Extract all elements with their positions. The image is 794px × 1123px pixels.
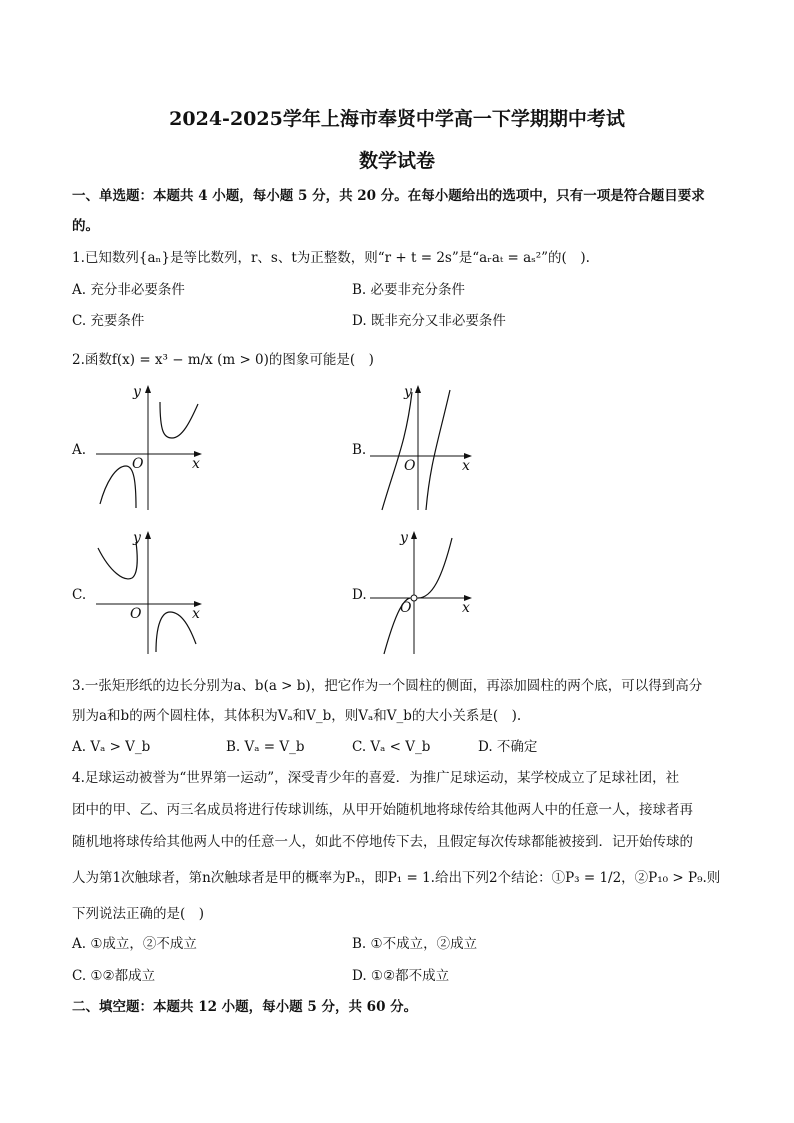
q3-option-c: C. Vₐ < V_b: [352, 739, 431, 755]
q2-graph-c: [88, 528, 208, 658]
q3-option-b: B. Vₐ = V_b: [226, 739, 305, 755]
q4-stem-cont-4: 下列说法正确的是( ): [72, 906, 205, 922]
q4-stem-cont-1: 团中的甲、乙、丙三名成员将进行传球训练，从甲开始随机地将球传给其他两人中的任意一人，接球者再: [72, 802, 693, 818]
q4-option-d: D. ①②都不成立: [352, 968, 450, 984]
q4-option-a: A. ①成立，②不成立: [72, 936, 197, 952]
q2-option-a-label: A.: [72, 442, 87, 458]
q2-graph-c-origin: O: [130, 606, 142, 622]
q2-graph-b-y-label: y: [404, 384, 412, 400]
q3-option-a: A. Vₐ > V_b: [72, 739, 151, 755]
q2-graph-a-origin: O: [132, 456, 144, 472]
exam-title: 2024-2025学年上海市奉贤中学高一下学期期中考试: [169, 108, 625, 130]
q2-graph-c-y-label: y: [133, 530, 141, 546]
q2-stem: 2.函数f(x) = x³ − m/x (m > 0)的图象可能是( ): [72, 352, 374, 368]
q2-graph-c-x-label: x: [192, 606, 200, 622]
q2-graph-d-y-label: y: [400, 530, 408, 546]
q2-graph-b-origin: O: [404, 458, 416, 474]
section1-heading: 一、单选题：本题共 4 小题，每小题 5 分，共 20 分。在每小题给出的选项中，只有一项是符合题目要求: [72, 188, 705, 204]
exam-subtitle: 数学试卷: [358, 150, 435, 172]
q1-option-b: B. 必要非充分条件: [352, 282, 466, 298]
q2-option-d-label: D.: [352, 587, 367, 603]
q3-stem-cont: 别为a和b的两个圆柱体，其体积为Vₐ和V_b，则Vₐ和V_b的大小关系是( ).: [72, 708, 522, 724]
q4-stem-cont-3: 人为第1次触球者，第n次触球者是甲的概率为Pₙ，即P₁ = 1.给出下列2个结论：①P₃ = 1/2，②P₁₀ > P₉.则: [72, 870, 721, 886]
q2-graph-d-x-label: x: [462, 600, 470, 616]
section2-heading: 二、填空题：本题共 12 小题，每小题 5 分，共 60 分。: [72, 999, 418, 1015]
q1-option-a: A. 充分非必要条件: [72, 282, 185, 298]
q1-option-c: C. 充要条件: [72, 313, 145, 329]
q2-option-c-label: C.: [72, 587, 87, 603]
q4-stem: 4.足球运动被誉为“世界第一运动”，深受青少年的喜爱．为推广足球运动，某学校成立了足球社团，社: [72, 770, 680, 786]
q2-graph-b: [368, 382, 478, 514]
q3-option-d: D. 不确定: [478, 739, 538, 755]
q1-stem: 1.已知数列{aₙ}是等比数列，r、s、t为正整数，则“r + t = 2s”是“aᵣaₜ = aₛ²”的( ).: [72, 250, 590, 266]
q2-graph-b-x-label: x: [462, 458, 470, 474]
q4-option-b: B. ①不成立，②成立: [352, 936, 478, 952]
section1-heading-cont: 的。: [72, 218, 99, 234]
q4-stem-cont-2: 随机地将球传给其他两人中的任意一人，如此不停地传下去，且假定每次传球都能被接到．记开始传球的: [72, 834, 693, 850]
q2-graph-a: [88, 382, 208, 514]
q2-graph-a-x-label: x: [192, 456, 200, 472]
q2-graph-a-y-label: y: [133, 384, 141, 400]
q2-option-b-label: B.: [352, 442, 367, 458]
q3-stem: 3.一张矩形纸的边长分别为a、b(a > b)，把它作为一个圆柱的侧面，再添加圆柱的两个底，可以得到高分: [72, 678, 703, 694]
q4-option-c: C. ①②都成立: [72, 968, 156, 984]
q2-graph-d: [368, 528, 478, 658]
q2-graph-d-origin: O: [400, 600, 412, 616]
q1-option-d: D. 既非充分又非必要条件: [352, 313, 506, 329]
